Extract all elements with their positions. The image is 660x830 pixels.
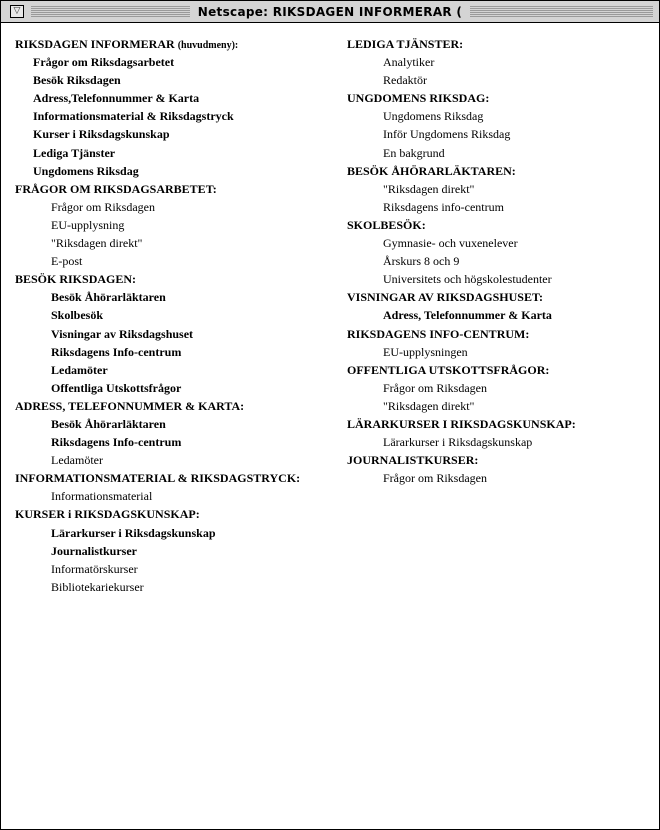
menu-link-offentliga-utskottsfragor[interactable] xyxy=(15,379,335,397)
menu-link-gymnasie-och-vuxenelever[interactable] xyxy=(347,234,647,252)
menu-link-redaktor[interactable] xyxy=(347,71,647,89)
heading-label: UNGDOMENS RIKSDAG: xyxy=(347,91,490,106)
section-heading-besok-ahorarlaktaren xyxy=(347,162,647,180)
heading-label: LEDIGA TJÄNSTER: xyxy=(347,37,464,51)
link-label[interactable]: Ledamöter xyxy=(51,453,103,468)
link-label[interactable]: Besök Åhörarläktaren xyxy=(51,290,166,305)
menu-link-adress-telefonnummer-karta[interactable] xyxy=(15,89,335,107)
menu-link-riksdagen-direkt[interactable] xyxy=(15,234,335,252)
menu-link-kurser-i-riksdagskunskap[interactable] xyxy=(15,125,335,143)
link-label[interactable]: Journalistkurser xyxy=(51,543,138,558)
link-label[interactable]: Kurser i Riksdagskunskap xyxy=(33,127,170,142)
link-label[interactable]: Frågor om Riksdagen xyxy=(383,380,487,395)
link-label[interactable]: "Riksdagen direkt" xyxy=(51,236,143,251)
menu-link-adress-telefonnummer-karta[interactable] xyxy=(347,306,647,324)
link-label[interactable]: Visningar av Riksdagshuset xyxy=(51,326,194,341)
link-label[interactable]: Riksdagens info-centrum xyxy=(383,199,504,214)
menu-link-ledamoter[interactable] xyxy=(15,361,335,379)
link-label[interactable]: Analytiker xyxy=(383,55,435,70)
menu-link-fragor-om-riksdagsarbetet[interactable] xyxy=(15,53,335,71)
link-label[interactable]: Årskurs 8 och 9 xyxy=(383,254,460,269)
section-heading-informationsmaterial-riksdagstryck xyxy=(15,469,335,487)
menu-link-infor-ungdomens-riksdag[interactable] xyxy=(347,125,647,143)
link-label[interactable]: Universitets och högskolestudenter xyxy=(383,272,552,287)
link-label[interactable]: Offentliga Utskottsfrågor xyxy=(51,380,182,395)
menu-link-en-bakgrund[interactable] xyxy=(347,144,647,162)
section-heading-lararkurser-i-riksdagskunskap xyxy=(347,415,647,433)
heading-label: LÄRARKURSER I RIKSDAGSKUNSKAP: xyxy=(347,416,576,431)
heading-label: RIKSDAGENS INFO-CENTRUM: xyxy=(347,326,530,341)
menu-link-visningar-av-riksdagshuset[interactable] xyxy=(15,325,335,343)
left-column xyxy=(15,35,335,596)
menu-link-analytiker[interactable] xyxy=(347,53,647,71)
section-heading-offentliga-utskottsfragor xyxy=(347,361,647,379)
link-label[interactable]: Frågor om Riksdagsarbetet xyxy=(33,55,175,70)
section-heading-journalistkurser xyxy=(347,451,647,469)
heading-label: INFORMATIONSMATERIAL & RIKSDAGSTRYCK: xyxy=(15,471,301,486)
title-bar[interactable] xyxy=(1,1,659,23)
link-label[interactable]: Informationsmaterial xyxy=(51,489,153,504)
menu-link-fragor-om-riksdagen[interactable] xyxy=(347,469,647,487)
link-label[interactable]: EU-upplysningen xyxy=(383,344,468,359)
link-label[interactable]: Riksdagens Info-centrum xyxy=(51,435,182,450)
menu-link-skolbesok[interactable] xyxy=(15,306,335,324)
menu-link-fragor-om-riksdagen[interactable] xyxy=(15,198,335,216)
link-label[interactable]: Besök Åhörarläktaren xyxy=(51,416,166,431)
menu-link-informationsmaterial-riksdagstryck[interactable] xyxy=(15,107,335,125)
menu-link-informatorskurser[interactable] xyxy=(15,560,335,578)
section-heading-riksdagens-info-centrum xyxy=(347,325,647,343)
link-label[interactable]: E-post xyxy=(51,254,83,269)
link-label[interactable]: Riksdagens Info-centrum xyxy=(51,344,182,359)
menu-link-lediga-tjanster[interactable] xyxy=(15,144,335,162)
menu-link-ungdomens-riksdag[interactable] xyxy=(15,162,335,180)
heading-label: RIKSDAGEN INFORMERAR xyxy=(15,37,175,51)
heading-label: BESÖK RIKSDAGEN: xyxy=(15,272,137,287)
section-heading-lediga-tjanster xyxy=(347,35,647,53)
menu-link-riksdagen-direkt[interactable] xyxy=(347,180,647,198)
menu-link-besok-ahorarlaktaren[interactable] xyxy=(15,288,335,306)
link-label[interactable]: Ungdomens Riksdag xyxy=(33,163,139,178)
link-label[interactable]: En bakgrund xyxy=(383,145,445,160)
link-label[interactable]: Redaktör xyxy=(383,73,427,88)
menu-link-fragor-om-riksdagen[interactable] xyxy=(347,379,647,397)
heading-label: ADRESS, TELEFONNUMMER & KARTA: xyxy=(15,398,245,413)
heading-label: KURSER i RIKSDAGSKUNSKAP: xyxy=(15,507,200,522)
link-label[interactable]: Lediga Tjänster xyxy=(33,145,116,160)
link-label[interactable]: Informationsmaterial & Riksdagstryck xyxy=(33,109,234,124)
menu-link-riksdagens-info-centrum[interactable] xyxy=(15,433,335,451)
link-label[interactable]: Gymnasie- och vuxenelever xyxy=(383,236,518,251)
menu-link-universitets-och-hogskolestudenter[interactable] xyxy=(347,270,647,288)
section-heading-adress-telefonnummer-karta xyxy=(15,397,335,415)
link-label[interactable]: Ungdomens Riksdag xyxy=(383,109,484,124)
section-heading-ungdomens-riksdag xyxy=(347,89,647,107)
link-label[interactable]: Frågor om Riksdagen xyxy=(51,199,155,214)
menu-link-bibliotekariekurser[interactable] xyxy=(15,578,335,596)
link-label[interactable]: Lärarkurser i Riksdagskunskap xyxy=(383,435,533,450)
menu-link-lararkurser-i-riksdagskunskap[interactable] xyxy=(15,524,335,542)
window-title: Netscape: RIKSDAGEN INFORMERAR ( xyxy=(190,5,470,19)
section-heading-besok-riksdagen xyxy=(15,270,335,288)
menu-link-besok-riksdagen[interactable] xyxy=(15,71,335,89)
menu-link-lararkurser-i-riksdagskunskap[interactable] xyxy=(347,433,647,451)
section-heading-fragor-om-riksdagsarbetet xyxy=(15,180,335,198)
close-box-icon[interactable]: ▽ xyxy=(10,5,24,18)
section-heading-riksdagen-informerar xyxy=(15,35,335,53)
menu-link-riksdagens-info-centrum[interactable] xyxy=(347,198,647,216)
section-heading-skolbesok xyxy=(347,216,647,234)
link-label[interactable]: EU-upplysning xyxy=(51,217,125,232)
heading-label: OFFENTLIGA UTSKOTTSFRÅGOR: xyxy=(347,362,550,377)
link-label[interactable]: Bibliotekariekurser xyxy=(51,579,144,594)
link-label[interactable]: "Riksdagen direkt" xyxy=(383,181,475,196)
menu-link-arskurs-8-och-9[interactable] xyxy=(347,252,647,270)
link-label[interactable]: Skolbesök xyxy=(51,308,104,323)
link-label[interactable]: Besök Riksdagen xyxy=(33,73,121,88)
heading-suffix: (huvudmeny): xyxy=(177,40,239,51)
link-label[interactable]: "Riksdagen direkt" xyxy=(383,398,475,413)
section-heading-kurser-i-riksdagskunskap xyxy=(15,505,335,523)
menu-link-informationsmaterial[interactable] xyxy=(15,487,335,505)
menu-link-besok-ahorarlaktaren[interactable] xyxy=(15,415,335,433)
heading-label: VISNINGAR AV RIKSDAGSHUSET: xyxy=(347,290,544,305)
menu-link-ungdomens-riksdag[interactable] xyxy=(347,107,647,125)
link-label[interactable]: Lärarkurser i Riksdagskunskap xyxy=(51,525,216,540)
link-label[interactable]: Adress,Telefonnummer & Karta xyxy=(33,91,200,106)
heading-label: FRÅGOR OM RIKSDAGSARBETET: xyxy=(15,181,217,196)
menu-link-riksdagens-info-centrum[interactable] xyxy=(15,343,335,361)
page-content xyxy=(1,24,659,829)
section-heading-visningar-av-riksdagshuset xyxy=(347,288,647,306)
menu-link-journalistkurser[interactable] xyxy=(15,542,335,560)
heading-label: SKOLBESÖK: xyxy=(347,217,426,232)
right-column xyxy=(347,35,647,487)
menu-link-ledamoter[interactable] xyxy=(15,451,335,469)
link-label[interactable]: Ledamöter xyxy=(51,362,108,377)
link-label[interactable]: Adress, Telefonnummer & Karta xyxy=(383,308,552,323)
menu-link-eu-upplysning[interactable] xyxy=(15,216,335,234)
heading-label: JOURNALISTKURSER: xyxy=(347,453,479,468)
link-label[interactable]: Frågor om Riksdagen xyxy=(383,471,487,486)
menu-link-riksdagen-direkt[interactable] xyxy=(347,397,647,415)
menu-link-e-post[interactable] xyxy=(15,252,335,270)
menu-link-eu-upplysningen[interactable] xyxy=(347,343,647,361)
heading-label: BESÖK ÅHÖRARLÄKTAREN: xyxy=(347,163,516,178)
link-label[interactable]: Informatörskurser xyxy=(51,561,138,576)
link-label[interactable]: Inför Ungdomens Riksdag xyxy=(383,127,511,142)
